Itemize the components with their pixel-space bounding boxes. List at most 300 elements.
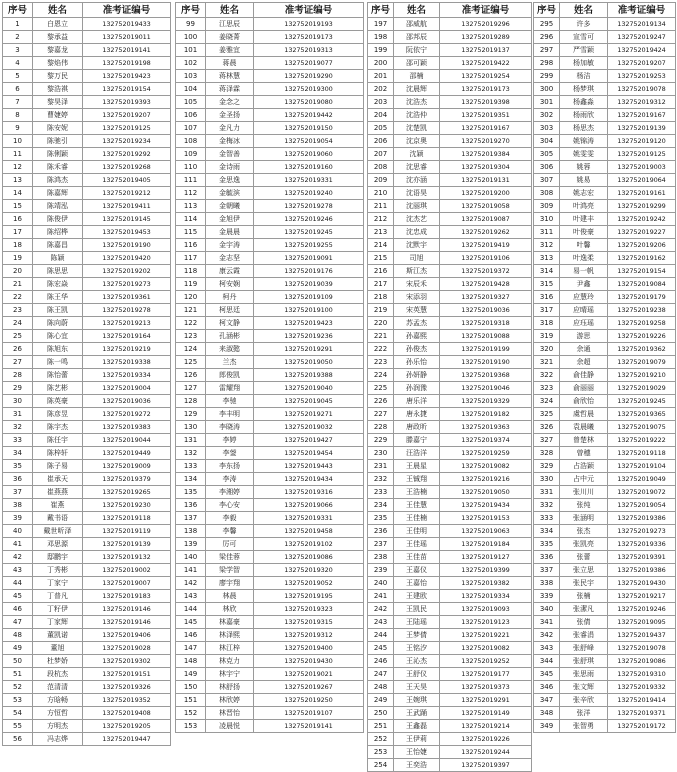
cell-no: 101 [176,44,206,57]
cell-exam-id: 132752019064 [608,174,676,187]
cell-no: 109 [176,148,206,161]
cell-exam-id: 132752019299 [608,200,676,213]
cell-no: 229 [368,434,394,447]
cell-exam-id: 132752019267 [254,681,364,694]
cell-name: 孙俊杰 [394,343,440,356]
cell-no: 321 [534,356,560,369]
cell-exam-id: 132752019003 [608,161,676,174]
cell-exam-id: 132752019088 [440,330,532,343]
cell-exam-id: 132752019004 [83,382,171,395]
cell-exam-id: 132752019045 [254,395,364,408]
cell-no: 147 [176,642,206,655]
cell-no: 244 [368,629,394,642]
cell-exam-id: 132752019332 [608,681,676,694]
cell-name: 陈靖泓 [33,200,83,213]
cell-exam-id: 132752019139 [83,538,171,551]
cell-no: 122 [176,317,206,330]
table-row [176,174,364,187]
cell-no: 340 [534,603,560,616]
cell-name: 斯江杰 [394,265,440,278]
cell-exam-id: 132752019154 [83,83,171,96]
cell-exam-id: 132752019075 [608,421,676,434]
cell-name: 王浩楠 [394,486,440,499]
cell-exam-id: 132752019291 [440,694,532,707]
table-row [3,603,171,616]
table-row [3,382,171,395]
cell-exam-id: 132752019434 [254,473,364,486]
cell-name: 王天昊 [394,681,440,694]
cell-name: 曾穗 [560,447,608,460]
cell-no: 143 [176,590,206,603]
table-row [534,148,676,161]
cell-no: 32 [3,421,33,434]
cell-name: 邸鹏宇 [33,551,83,564]
table-row [368,460,532,473]
cell-name: 李蓥 [206,447,254,460]
table-row [368,694,532,707]
table-row [176,720,364,733]
cell-name: 宣雪可 [560,31,608,44]
cell-name: 董凯诺 [33,629,83,642]
cell-no: 133 [176,460,206,473]
cell-exam-id: 132752019028 [83,642,171,655]
cell-name: 黎万民 [33,70,83,83]
cell-no: 145 [176,616,206,629]
cell-exam-id: 132752019338 [83,356,171,369]
cell-no: 51 [3,668,33,681]
cell-exam-id: 132752019118 [83,512,171,525]
cell-exam-id: 132752019190 [440,356,532,369]
cell-no: 218 [368,291,394,304]
header-row [368,3,532,18]
cell-exam-id: 132752019198 [83,57,171,70]
cell-no: 217 [368,278,394,291]
cell-no: 335 [534,538,560,551]
cell-exam-id: 132752019167 [440,122,532,135]
cell-exam-id: 132752019077 [254,57,364,70]
table-row [176,382,364,395]
cell-no: 150 [176,681,206,694]
cell-exam-id: 132752019060 [254,148,364,161]
table-row [3,343,171,356]
cell-no: 50 [3,655,33,668]
cell-no: 142 [176,577,206,590]
cell-no: 47 [3,616,33,629]
cell-no: 222 [368,343,394,356]
table-row [534,629,676,642]
cell-exam-id: 132752019207 [608,57,676,70]
cell-exam-id: 132752019326 [83,681,171,694]
table-row [368,746,532,759]
cell-name: 王佳明 [394,525,440,538]
cell-name: 陈嘉昌 [33,239,83,252]
cell-exam-id: 132752019312 [608,96,676,109]
cell-no: 212 [368,213,394,226]
cell-name: 康云霞 [206,265,254,278]
cell-no: 39 [3,512,33,525]
cell-exam-id: 132752019334 [83,369,171,382]
cell-name: 严雪颖 [560,44,608,57]
cell-exam-id: 132752019327 [440,291,532,304]
cell-name: 陈心宜 [33,330,83,343]
table-row [368,512,532,525]
cell-name: 王武踊 [394,707,440,720]
cell-exam-id: 132752019199 [440,343,532,356]
table-row [176,369,364,382]
cell-name: 张洋 [560,707,608,720]
cell-exam-id: 132752019304 [440,161,532,174]
table-row [368,577,532,590]
cell-exam-id: 132752019100 [254,304,364,317]
table-row [368,486,532,499]
cell-exam-id: 132752019289 [440,31,532,44]
table-row [368,161,532,174]
cell-name: 来淑懿 [206,343,254,356]
cell-exam-id: 132752019399 [440,564,532,577]
cell-name: 柯思廷 [206,304,254,317]
cell-no: 106 [176,109,206,122]
table-row [3,31,171,44]
cell-exam-id: 132752019119 [83,525,171,538]
cell-name: 王佳瑶 [394,538,440,551]
cell-exam-id: 132752019222 [608,434,676,447]
table-row [3,629,171,642]
table-row [534,434,676,447]
cell-exam-id: 132752019172 [608,720,676,733]
cell-exam-id: 132752019447 [83,733,171,746]
table-row [176,577,364,590]
table-row [3,460,171,473]
cell-exam-id: 132752019161 [608,187,676,200]
cell-no: 248 [368,681,394,694]
table-row [3,512,171,525]
table-row [3,161,171,174]
cell-no: 332 [534,499,560,512]
header-exam-id: 准考证编号 [440,3,532,18]
cell-exam-id: 132752019323 [254,603,364,616]
table-row [3,733,171,746]
cell-no: 10 [3,135,33,148]
cell-no: 125 [176,356,206,369]
cell-name: 陈王华 [33,291,83,304]
table-row [176,499,364,512]
cell-exam-id: 132752019379 [83,473,171,486]
cell-name: 金朝曦 [206,200,254,213]
cell-name: 丁家宁 [33,577,83,590]
table-row [3,720,171,733]
cell-exam-id: 132752019063 [440,525,532,538]
cell-no: 54 [3,707,33,720]
table-row [534,265,676,278]
cell-name: 陈旭东 [33,343,83,356]
cell-exam-id: 132752019331 [254,512,364,525]
cell-no: 228 [368,421,394,434]
table-row [534,694,676,707]
cell-exam-id: 132752019079 [608,356,676,369]
cell-name: 金圣扬 [206,109,254,122]
table-row [534,161,676,174]
table-row [534,512,676,525]
cell-name: 崔燕燕 [33,486,83,499]
cell-name: 董旭 [33,642,83,655]
cell-name: 李东扬 [206,460,254,473]
cell-exam-id: 132752019368 [440,369,532,382]
cell-name: 王嘉仪 [394,564,440,577]
table-row [176,265,364,278]
cell-no: 21 [3,278,33,291]
table-row [534,330,676,343]
cell-exam-id: 132752019449 [83,447,171,460]
cell-name: 张辛欣 [560,694,608,707]
table-row [368,499,532,512]
cell-name: 余超 [560,356,608,369]
cell-no: 5 [3,70,33,83]
cell-name: 林舒扬 [206,681,254,694]
cell-no: 2 [3,31,33,44]
roster-table-3 [367,2,532,772]
table-row [176,590,364,603]
cell-no: 341 [534,616,560,629]
cell-exam-id: 132752019273 [608,525,676,538]
cell-name: 王晨星 [394,460,440,473]
cell-no: 53 [3,694,33,707]
table-row [534,278,676,291]
cell-no: 233 [368,486,394,499]
cell-no: 305 [534,148,560,161]
cell-exam-id: 132752019391 [608,551,676,564]
cell-exam-id: 132752019312 [254,629,364,642]
cell-no: 151 [176,694,206,707]
cell-exam-id: 132752019200 [440,187,532,200]
cell-exam-id: 132752019253 [608,70,676,83]
cell-name: 应慧玲 [560,291,608,304]
roster-table-4 [533,2,676,733]
table-row [368,681,532,694]
cell-name: 杜梦娇 [33,655,83,668]
cell-exam-id: 132752019072 [608,486,676,499]
cell-no: 49 [3,642,33,655]
cell-exam-id: 132752019080 [254,96,364,109]
table-row [176,681,364,694]
cell-exam-id: 132752019398 [440,96,532,109]
cell-name: 金智善 [206,148,254,161]
cell-exam-id: 132752019123 [440,616,532,629]
cell-name: 沈颖 [394,148,440,161]
table-row [368,187,532,200]
cell-no: 26 [3,343,33,356]
cell-no: 336 [534,551,560,564]
table-row [3,187,171,200]
cell-name: 孙妍静 [394,369,440,382]
cell-exam-id: 132752019270 [440,135,532,148]
table-row [176,694,364,707]
cell-exam-id: 132752019255 [254,239,364,252]
cell-exam-id: 132752019049 [608,473,676,486]
cell-name: 李毅 [206,512,254,525]
cell-exam-id: 132752019278 [254,200,364,213]
table-row [176,343,364,356]
cell-no: 15 [3,200,33,213]
cell-name: 崔承天 [33,473,83,486]
cell-exam-id: 132752019315 [254,616,364,629]
table-row [534,668,676,681]
table-row [534,564,676,577]
table-row [534,369,676,382]
cell-no: 105 [176,96,206,109]
table-row [534,551,676,564]
cell-exam-id: 132752019265 [83,486,171,499]
cell-no: 18 [3,239,33,252]
table-row [368,18,532,31]
cell-exam-id: 132752019386 [608,512,676,525]
table-row [534,395,676,408]
cell-no: 40 [3,525,33,538]
table-row [176,226,364,239]
table-row [176,291,364,304]
cell-name: 沈杰艺 [394,213,440,226]
cell-exam-id: 132752019202 [83,265,171,278]
cell-exam-id: 132752019125 [83,122,171,135]
cell-no: 36 [3,473,33,486]
cell-no: 225 [368,382,394,395]
cell-name: 廖宇翔 [206,577,254,590]
cell-name: 张楠 [560,590,608,603]
cell-name: 陈俊伊 [33,213,83,226]
cell-exam-id: 132752019388 [254,369,364,382]
cell-name: 邵威航 [394,18,440,31]
cell-exam-id: 132752019271 [254,408,364,421]
cell-no: 235 [368,512,394,525]
cell-name: 张智勇 [560,720,608,733]
cell-no: 251 [368,720,394,733]
cell-no: 43 [3,564,33,577]
cell-name: 宋添羽 [394,291,440,304]
cell-name: 蒋泽霖 [206,83,254,96]
cell-exam-id: 132752019291 [254,343,364,356]
cell-exam-id: 132752019453 [83,226,171,239]
cell-name: 叶俊豪 [560,226,608,239]
cell-name: 陈任宇 [33,434,83,447]
cell-name: 柯丹 [206,291,254,304]
cell-exam-id: 132752019423 [83,70,171,83]
cell-no: 3 [3,44,33,57]
table-row [534,174,676,187]
cell-exam-id: 132752019272 [83,408,171,421]
cell-exam-id: 132752019430 [254,655,364,668]
table-row [3,577,171,590]
table-row [3,525,171,538]
cell-exam-id: 132752019066 [254,499,364,512]
cell-name: 阮依宁 [394,44,440,57]
cell-name: 杨梦琪 [560,83,608,96]
cell-no: 17 [3,226,33,239]
cell-exam-id: 132752019153 [440,512,532,525]
cell-no: 328 [534,447,560,460]
cell-exam-id: 132752019091 [254,252,364,265]
table-row [368,590,532,603]
cell-name: 沈浩杰 [394,96,440,109]
cell-no: 214 [368,239,394,252]
table-row [368,473,532,486]
cell-name: 叶逸柔 [560,252,608,265]
cell-exam-id: 132752019423 [254,317,364,330]
cell-no: 42 [3,551,33,564]
table-row [176,434,364,447]
cell-no: 204 [368,109,394,122]
cell-exam-id: 132752019320 [254,564,364,577]
cell-exam-id: 132752019151 [83,668,171,681]
table-row [534,603,676,616]
table-row [368,551,532,564]
cell-no: 253 [368,746,394,759]
cell-exam-id: 132752019434 [440,499,532,512]
cell-no: 14 [3,187,33,200]
cell-name: 张杰 [560,525,608,538]
header-exam-id: 准考证编号 [83,3,171,18]
cell-no: 309 [534,200,560,213]
cell-no: 7 [3,96,33,109]
cell-exam-id: 132752019238 [608,304,676,317]
cell-no: 333 [534,512,560,525]
cell-name: 苏孟杰 [394,317,440,330]
cell-name: 张潔凡 [560,603,608,616]
cell-exam-id: 132752019259 [440,447,532,460]
cell-name: 林晨 [206,590,254,603]
table-row [176,395,364,408]
table-row [368,278,532,291]
cell-name: 陈宏焱 [33,278,83,291]
cell-exam-id: 132752019242 [608,213,676,226]
cell-no: 9 [3,122,33,135]
table-row [534,356,676,369]
table-row [176,148,364,161]
cell-no: 219 [368,304,394,317]
cell-no: 131 [176,434,206,447]
header-name: 姓名 [33,3,83,18]
cell-no: 135 [176,486,206,499]
cell-name: 王舒仪 [394,668,440,681]
cell-name: 孙润豫 [394,382,440,395]
cell-name: 邓思源 [33,538,83,551]
cell-name: 戴书语 [33,512,83,525]
cell-exam-id: 132752019213 [83,317,171,330]
cell-exam-id: 132752019244 [440,746,532,759]
table-row [176,642,364,655]
cell-exam-id: 132752019386 [608,564,676,577]
cell-no: 337 [534,564,560,577]
cell-name: 王奕浩 [394,759,440,772]
table-row [3,226,171,239]
cell-no: 339 [534,590,560,603]
header-row [3,3,171,18]
cell-no: 325 [534,408,560,421]
cell-no: 20 [3,265,33,278]
cell-name: 陈颖 [33,252,83,265]
cell-no: 224 [368,369,394,382]
cell-exam-id: 132752019137 [440,44,532,57]
cell-no: 35 [3,460,33,473]
cell-no: 239 [368,564,394,577]
cell-exam-id: 132752019078 [608,83,676,96]
cell-exam-id: 132752019054 [608,499,676,512]
cell-no: 216 [368,265,394,278]
table-row [176,135,364,148]
cell-name: 梁学智 [206,564,254,577]
cell-no: 11 [3,148,33,161]
cell-exam-id: 132752019296 [440,18,532,31]
table-row [176,447,364,460]
table-row [534,720,676,733]
